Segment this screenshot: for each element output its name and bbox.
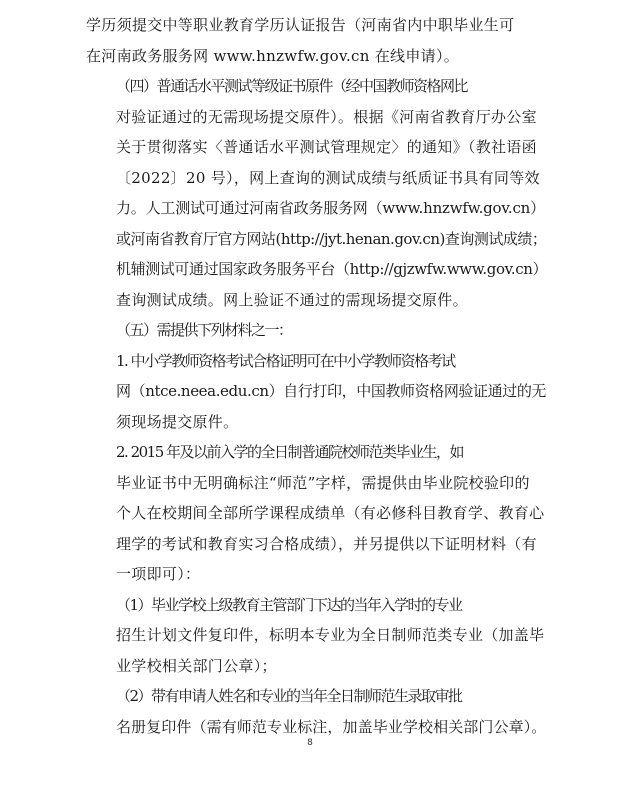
paragraph-subitem-1-enrollment-plan <box>86 590 548 682</box>
text-line: （四）普通话水平测试等级证书原件（经中国教师资格网比 <box>116 77 468 95</box>
page-number: 8 <box>307 738 313 748</box>
text-line: （1）毕业学校上级教育主管部门下达的当年入学时的专业 <box>116 595 462 614</box>
text-line: 对验证通过的无需现场提交原件）。根据《河南省教育厅办公室 <box>116 107 537 126</box>
text-line: 个人在校期间全部所学课程成绩单（有必修科目教育学、教育心 <box>116 504 545 522</box>
text-line: 业学校相关部门公章）； <box>116 656 277 675</box>
text-line: 学历须提交中等职业教育学历认证报告（河南省内中职毕业生可 <box>86 16 515 34</box>
text-line: 招生计划文件复印件，标明本专业为全日制师范类专业（加盖毕 <box>116 626 545 644</box>
text-line: 网（ntce.neea.edu.cn）自行打印，中国教师资格网验证通过的无 <box>116 382 547 400</box>
text-line: 名册复印件（需有师范专业标注，加盖毕业学校相关部门公章）。 <box>116 717 547 736</box>
paragraph-section-4-putonghua <box>86 71 548 315</box>
text-line: 力。人工测试可通过河南省政务服务网（www.hnzwfw.gov.cn） <box>116 199 545 217</box>
paragraph-subitem-2-admission-roster <box>86 681 548 742</box>
text-line: 在河南政务服务网 www.hnzwfw.gov.cn 在线申请）。 <box>86 46 460 65</box>
text-line: 〔2022〕20 号），网上查询的测试成绩与纸质证书具有同等效 <box>116 168 540 187</box>
paragraph-item-1-exam-certificate <box>86 346 548 438</box>
paragraph-section-5-heading <box>86 315 548 346</box>
text-line: 2. 2015 年及以前入学的全日制普通院校师范类毕业生，如 <box>116 443 464 461</box>
text-line: 查询测试成绩。网上验证不通过的需现场提交原件。 <box>116 290 468 309</box>
text-line: 关于贯彻落实〈普通话水平测试管理规定〉的通知》（教社语函 <box>116 138 537 156</box>
text-line: 理学的考试和教育实习合格成绩），并另提供以下证明材料（有 <box>116 534 537 553</box>
document-body <box>86 10 548 742</box>
paragraph-item-2-normal-graduates <box>86 437 548 590</box>
text-line: 毕业证书中无明确标注“师范”字样，需提供由毕业院校验印的 <box>116 473 530 492</box>
text-line: 一项即可）： <box>116 565 201 583</box>
text-line: 1. 中小学教师资格考试合格证明可在中小学教师资格考试 <box>116 351 455 370</box>
paragraph-hnzwfw-note <box>86 10 548 71</box>
text-line: 机辅测试可通过国家政务服务平台（http://gjzwfw.www.gov.cn） <box>116 260 548 278</box>
text-line: 须现场提交原件。 <box>116 412 239 431</box>
text-line: 或河南省教育厅官方网站(http://jyt.henan.gov.cn)查询测试成绩； <box>116 229 547 248</box>
text-line: （五）需提供下列材料之一： <box>116 321 292 339</box>
text-line: （2）带有申请人姓名和专业的当年全日制师范生录取审批 <box>116 687 462 705</box>
